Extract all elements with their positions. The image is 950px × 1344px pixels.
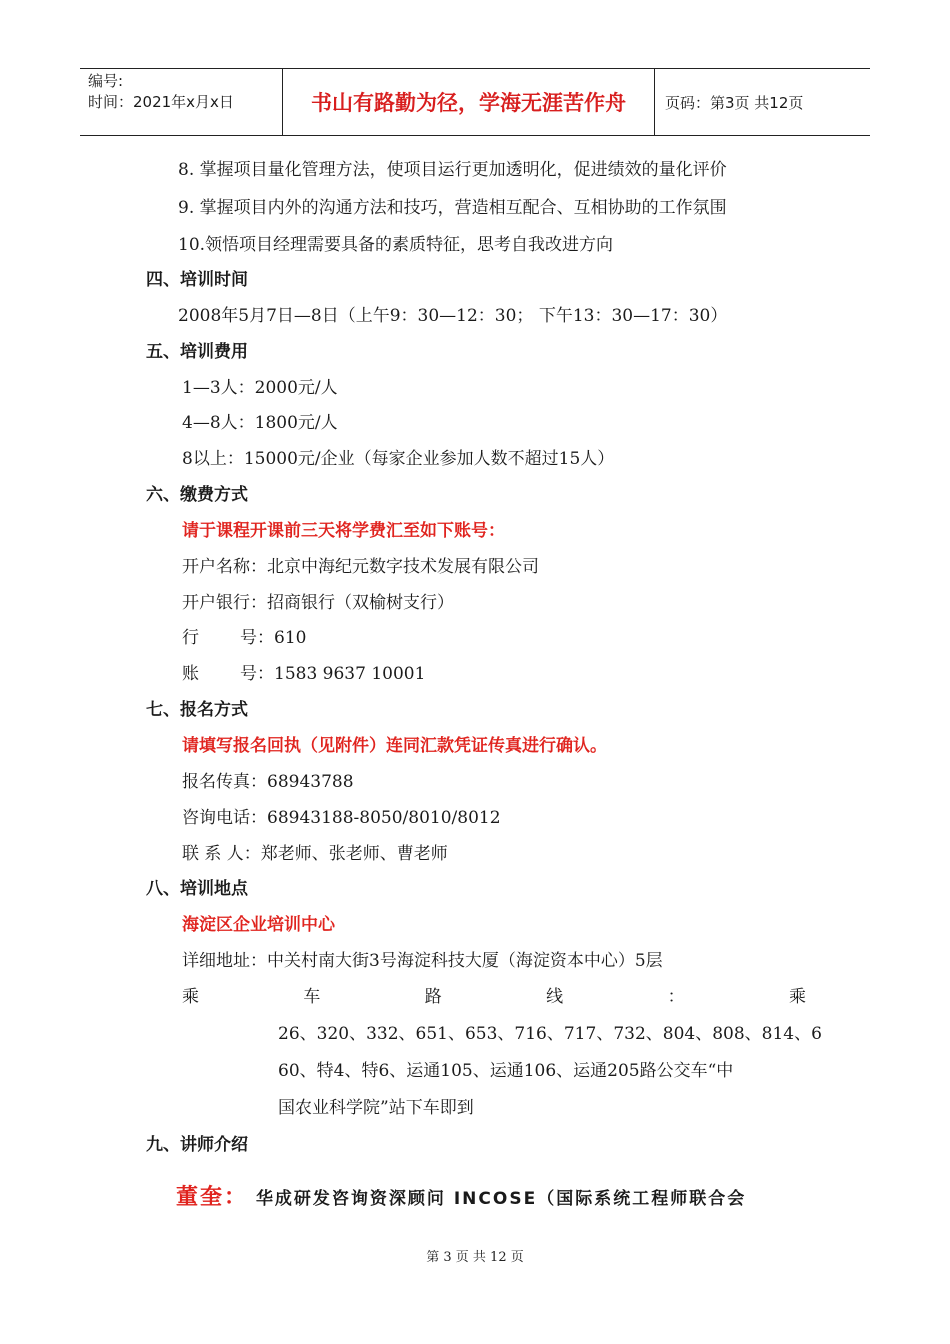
- goal-item: 8. 掌握项目量化管理方法，使项目运行更加透明化，促进绩效的量化评价: [178, 160, 727, 180]
- route-line: 国农业科学院”站下车即到: [278, 1098, 474, 1118]
- section-title-location: 八、培训地点: [146, 879, 248, 899]
- header-meta: [80, 69, 282, 135]
- route-line: 26、320、332、651、653、716、717、732、804、808、814、6: [278, 1024, 822, 1044]
- document-time: 时间：2021年x月x日: [88, 93, 234, 111]
- section-title-training-time: 四、培训时间: [146, 270, 248, 290]
- route-char: 车: [303, 987, 321, 1007]
- route-line: 60、特4、特6、运通105、运通106、运通205路公交车“中: [278, 1061, 734, 1081]
- training-address: 详细地址：中关村南大街3号海淀科技大厦（海淀资本中心）5层: [182, 951, 663, 971]
- goal-item: 10.领悟项目经理需要具备的素质特征，思考自我改进方向: [178, 235, 614, 255]
- account-number: 号：1583 9637 10001: [240, 664, 426, 684]
- registration-fax: 报名传真：68943788: [182, 772, 354, 792]
- goal-item: 9. 掌握项目内外的沟通方法和技巧，营造相互配合、互相协助的工作氛围: [178, 198, 727, 218]
- contact-persons: 联 系 人：郑老师、张老师、曹老师: [182, 844, 448, 864]
- section-title-lecturer: 九、讲师介绍: [146, 1135, 248, 1155]
- section-title-registration: 七、报名方式: [146, 700, 248, 720]
- fee-item: 4—8人：1800元/人: [182, 413, 338, 433]
- route-char: 线: [546, 987, 564, 1007]
- route-char: ：: [667, 987, 685, 1007]
- document-number: 编号:: [88, 72, 124, 90]
- route-heading: [182, 985, 806, 1009]
- route-char: 乘: [182, 987, 199, 1007]
- fee-item: 1—3人：2000元/人: [182, 378, 338, 398]
- fee-item: 8以上：15000元/企业（每家企业参加人数不超过15人）: [182, 449, 615, 469]
- route-char: 乘: [788, 987, 806, 1007]
- lecturer-name: 董奎：: [176, 1185, 249, 1210]
- branch-number: 号：610: [240, 628, 307, 648]
- page-footer: 第 3 页 共 12 页: [426, 1250, 524, 1265]
- registration-notice: 请填写报名回执（见附件）连同汇款凭证传真进行确认。: [182, 736, 607, 756]
- account-label: 账: [182, 664, 199, 684]
- consult-phone: 咨询电话：68943188-8050/8010/8012: [182, 808, 501, 828]
- lecturer-description: 华成研发咨询资深顾问 INCOSE（国际系统工程师联合会: [255, 1189, 747, 1209]
- lecturer-intro: [176, 1180, 746, 1211]
- header-motto: 书山有路勤为径，学海无涯苦作舟: [282, 69, 655, 135]
- page-header: [80, 68, 870, 136]
- section-title-training-fees: 五、培训费用: [146, 342, 248, 362]
- bank-name: 开户银行：招商银行（双榆树支行）: [182, 593, 454, 613]
- section-title-payment: 六、缴费方式: [146, 485, 248, 505]
- training-place: 海淀区企业培训中心: [182, 915, 335, 935]
- branch-label: 行: [182, 628, 199, 648]
- payment-notice: 请于课程开课前三天将学费汇至如下账号：: [182, 521, 505, 541]
- account-name: 开户名称：北京中海纪元数字技术发展有限公司: [182, 557, 539, 577]
- route-char: 路: [424, 987, 442, 1007]
- training-time: 2008年5月7日—8日（上午9：30—12：30； 下午13：30—17：30）: [178, 306, 728, 326]
- header-page-info: 页码：第3页 共12页: [665, 93, 804, 112]
